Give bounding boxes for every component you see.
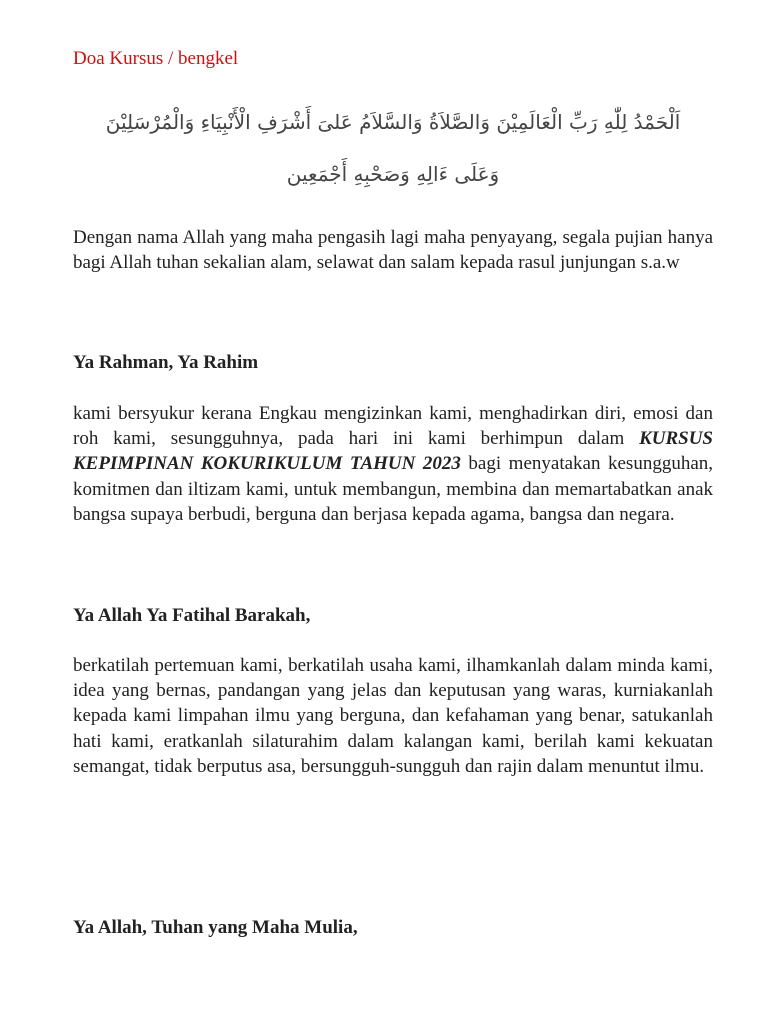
arabic-opening <box>73 96 713 200</box>
arabic-line-2: وَعَلَى ءَالِهِ وَصَحْبِهِ أَجْمَعِين <box>286 162 500 186</box>
section1-text-start: kami bersyukur kerana Engkau mengizinkan kami, menghadirkan diri, emosi dan roh kami, sesungguhnya, pada hari ini kami berhimpun dalam <box>73 403 713 450</box>
intro-paragraph: Dengan nama Allah yang maha pengasih lagi maha penyayang, segala pujian hanya bagi Allah tuhan sekalian alam, selawat dan salam kepada rasul junjungan s.a.w <box>73 227 713 274</box>
course-name-emphasis: KURSUS KEPIMPINAN KOKURIKULUM TAHUN 2023 <box>73 428 713 475</box>
heading-ya-allah-maha-mulia: Ya Allah, Tuhan yang Maha Mulia, <box>73 917 358 938</box>
section1-text-end: bagi menyatakan kesungguhan, komitmen dan iltizam kami, untuk membangun, membina dan memartabatkan anak bangsa supaya berbudi, berguna dan berjasa kepada agama, bangsa dan negara. <box>73 453 714 525</box>
heading-ya-allah-fatihal-barakah: Ya Allah Ya Fatihal Barakah, <box>73 605 311 626</box>
section1-paragraph <box>73 401 713 527</box>
arabic-line-1: اَلْحَمْدُ لِلّٰهِ رَبِّ الْعَالَمِيْنَ وَالصَّلاَةُ وَالسَّلاَمُ عَلىَ أَشْرَفِ الْأَنْبِيَاءِ وَالْمُرْسَلِيْنَ <box>105 110 681 134</box>
heading-ya-rahman: Ya Rahman, Ya Rahim <box>73 352 259 373</box>
section2-paragraph: berkatilah pertemuan kami, berkatilah usaha kami, ilhamkanlah dalam minda kami, idea yang bernas, pandangan yang jelas dan keputusan yang waras, kurniakanlah kepada kami limpahan ilmu yang berguna, dan kefahaman yang benar, satukanlah hati kami, eratkanlah silaturahim dalam kalangan kami, berilah kami kekuatan semangat, tidak berputus asa, bersungguh-sungguh dan rajin dalam menuntut ilmu. <box>73 655 713 777</box>
document-title: Doa Kursus / bengkel <box>73 48 239 69</box>
